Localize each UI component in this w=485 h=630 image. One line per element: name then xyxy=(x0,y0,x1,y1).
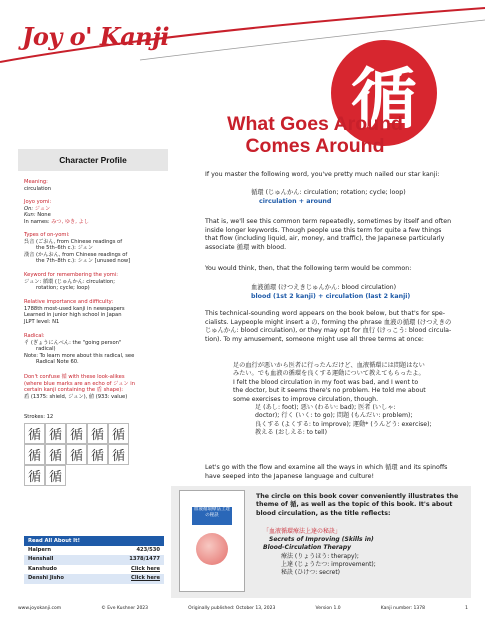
joyo-yomi-block: Joyo yomi: On: ジュン Kun: None In names: みつ, ゆき, よし xyxy=(24,199,89,225)
footer-version: Version 1.0 xyxy=(315,606,341,611)
book-caption: The circle on this book cover conveniently illustrates the theme of 循, as well as the topic of this book. It's about blood circulation, as the title reflects: xyxy=(256,493,459,517)
read-all-about-it-table xyxy=(24,536,164,584)
stroke-step-cell: 循 xyxy=(24,465,45,486)
footer-copyright: © Eve Kushner 2023 xyxy=(101,606,149,611)
character-profile-heading: Character Profile xyxy=(18,149,168,171)
lookalike-block: Don't confuse 循 with these look-alikes (where blue marks are an echo of ジュン in certain kanji containing the 盾 shape): 盾 (1375: shield, ジュン), 値 (933: value) xyxy=(24,374,135,400)
strokes-label: Strokes: 12 xyxy=(24,414,54,420)
stroke-step-cell: 循 xyxy=(108,423,129,444)
stroke-step-cell: 循 xyxy=(87,444,108,465)
page-title: What Goes Around Comes Around xyxy=(227,113,403,157)
reference-row: Henshall 1378/1477 xyxy=(24,555,164,564)
keyword-block: Keyword for remembering the yomi: ジュン: 循環 (じゅんかん: circulation; rotation; cycle; loop) xyxy=(24,272,119,292)
cover-circle xyxy=(196,533,228,565)
stroke-step-cell: 循 xyxy=(66,444,87,465)
paragraph-4: This technical-sounding word appears on the book below, but that's for spe- cialists. Laypeople might insert a の, forming the phrase 血液の循環 (けつえきの じゅんかん: blood circulation), or they may opt for 血行 (けっこう: blood circula- tion). To my amusement, someone might use all three terms at once: xyxy=(205,310,452,343)
stroke-step-cell: 循 xyxy=(45,423,66,444)
star-kanji: 循 xyxy=(351,60,417,138)
book-cover-title: 血液循環療法上達の秘訣 xyxy=(192,507,232,525)
stroke-step-cell: 循 xyxy=(45,444,66,465)
reference-row: Denshi Jisho Click here xyxy=(24,574,164,583)
page-footer xyxy=(18,606,468,611)
footer-page-number: 1 xyxy=(465,606,468,611)
example-1: 循環 (じゅんかん: circulation; rotation; cycle; loop) circulation + around xyxy=(251,189,406,205)
footer-site[interactable]: www.joyokanji.com xyxy=(18,606,62,611)
example-3: 足の血行が悪いから医者に行ったんだけど、血液循環には問題はない みたい。でも血液の循環を良くする運動について教えてもらったよ。 I felt the blood circulation in my foot was bad, and I went to the doctor, but it seems there's no problem. He told me about some exercises to improve circulation, though. 足 (あし: foot); 悪い (わるい: bad); 医者 (いしゃ: doctor); 行く (いく: to go); 問題 (もんだい: problem); 良くする (よくする: to improve); 運動* (うんどう: exercise); 教える (おしえる: to tell) xyxy=(233,362,432,437)
stroke-step-cell: 循 xyxy=(108,444,129,465)
kanshudo-link[interactable]: Click here xyxy=(131,565,160,572)
stroke-step-cell: 循 xyxy=(24,444,45,465)
book-cover-image xyxy=(179,490,245,592)
book-title-gloss: 「血液循環療法上達の秘訣」 Secrets of Improving (Skills in) Blood-Circulation Therapy 療法 (りょうほう: therapy); 上達 (じょうたつ: improvement); 秘訣 (ひけつ: secret) xyxy=(263,528,376,577)
paragraph-3: You would think, then, that the following term would be common: xyxy=(205,265,412,272)
radical-block: Radical: 彳 (ぎょうにんべん: the "going person" radical) Note: To learn more about this radical, see Radical Note 60. xyxy=(24,333,135,366)
types-on-yomi-block: Types of on-yomi: 呉音 (ごおん, from Chinese readings of the 5th–6th c.): ジュン 漢音 (かんおん, from Chinese readings of the 7th–8th c.): シュン [unused now] xyxy=(24,232,131,265)
paragraph-2: That is, we'll see this common term repeatedly, sometimes by itself and often inside longer keywords. Though people use this term for quite a few things that flow (including liquid, air, money, and traffic), the Japanese particularly associate 循環 with blood. xyxy=(205,218,452,251)
footer-kanji-number: Kanji number: 1378 xyxy=(380,606,426,611)
reference-row: Kanshudo Click here xyxy=(24,565,164,574)
paragraph-5: Let's go with the flow and examine all the ways in which 循環 and its spinoffs have seeped into the Japanese language and culture! xyxy=(205,464,448,480)
intro-paragraph: If you master the following word, you've pretty much nailed our star kanji: xyxy=(205,171,440,178)
footer-published: Originally published: October 13, 2023 xyxy=(188,606,276,611)
reference-row: Halpern 423/530 xyxy=(24,546,164,555)
stroke-step-cell: 循 xyxy=(45,465,66,486)
stroke-step-cell: 循 xyxy=(87,423,108,444)
example-2: 血液循環 (けつえきじゅんかん: blood circulation) blood (1st 2 kanji) + circulation (last 2 kanji) xyxy=(251,284,411,300)
read-all-heading: Read All About It! xyxy=(24,536,164,546)
meaning-block: Meaning: circulation xyxy=(24,179,52,192)
stroke-step-cell: 循 xyxy=(66,423,87,444)
stroke-step-cell: 循 xyxy=(24,423,45,444)
denshi-jisho-link[interactable]: Click here xyxy=(131,575,160,582)
site-logo[interactable]: Joy o' Kanji xyxy=(22,22,170,51)
importance-block: Relative importance and difficulty: 1788th most-used kanji in newspapers Learned in junior high school in Japan JLPT level: N1 xyxy=(24,299,125,325)
